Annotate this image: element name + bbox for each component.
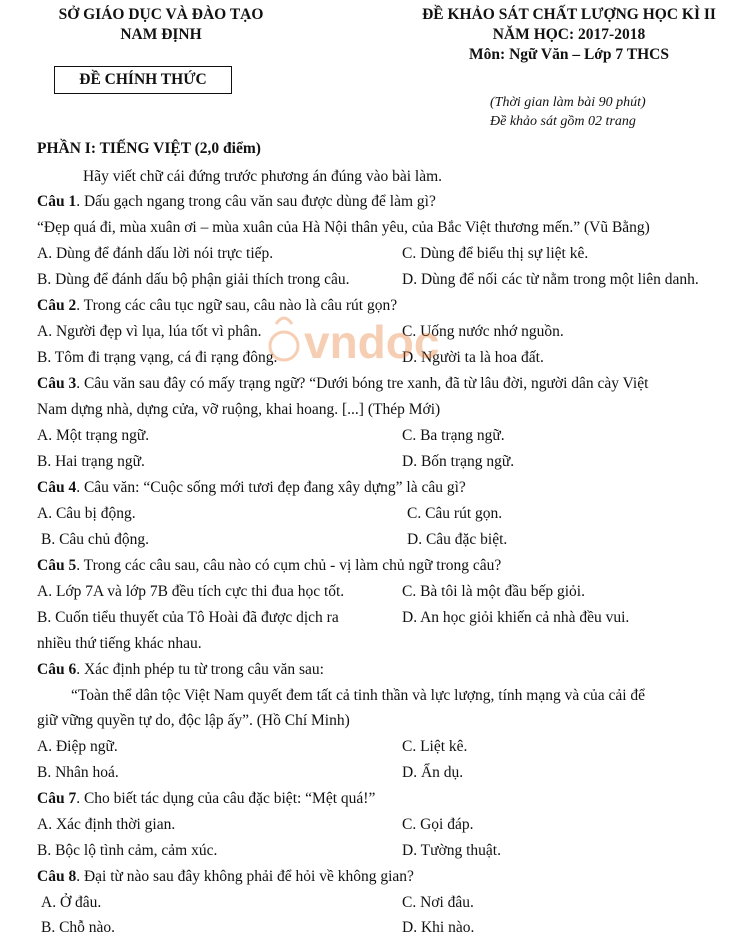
q6-option-a: A. Điệp ngữ. bbox=[37, 738, 118, 755]
question-4 bbox=[37, 479, 466, 497]
q3-option-c: C. Ba trạng ngữ. bbox=[402, 427, 505, 444]
question-text: . Cho biết tác dụng của câu đặc biệt: “Mệt quá!” bbox=[76, 790, 376, 807]
q4-option-b: B. Câu chủ động. bbox=[41, 531, 150, 548]
q5-option-b: B. Cuốn tiểu thuyết của Tô Hoài đã được dịch ra bbox=[37, 609, 339, 626]
q7-option-b: B. Bộc lộ tình cảm, cảm xúc. bbox=[37, 842, 218, 859]
question-text: . Dấu gạch ngang trong câu văn sau được dùng để làm gì? bbox=[76, 193, 436, 210]
question-label: Câu 1 bbox=[37, 193, 77, 210]
question-label: Câu 3 bbox=[37, 375, 77, 392]
official-exam-box: ĐỀ CHÍNH THỨC bbox=[54, 66, 232, 94]
question-text: . Câu văn sau đây có mấy trạng ngữ? “Dưới bóng tre xanh, đã từ lâu đời, người dân cày Việt bbox=[76, 375, 649, 392]
q7-option-a: A. Xác định thời gian. bbox=[37, 816, 176, 833]
q2-option-c: C. Uống nước nhớ nguồn. bbox=[402, 323, 564, 340]
q8-option-d: D. Khi nào. bbox=[402, 919, 475, 936]
q5-option-a: A. Lớp 7A và lớp 7B đều tích cực thi đua học tốt. bbox=[37, 583, 345, 600]
question-1 bbox=[37, 193, 436, 211]
q6-option-b: B. Nhân hoá. bbox=[37, 764, 119, 781]
part-title: PHẦN I: TIẾNG VIỆT (2,0 điểm) bbox=[37, 140, 261, 157]
part-instruction: Hãy viết chữ cái đứng trước phương án đúng vào bài làm. bbox=[83, 168, 443, 185]
question-label: Câu 6 bbox=[37, 661, 77, 678]
q6-option-c: C. Liệt kê. bbox=[402, 738, 468, 755]
province-name: NAM ĐỊNH bbox=[120, 26, 202, 43]
question-6-quote: “Toàn thể dân tộc Việt Nam quyết đem tất cả tinh thần và lực lượng, tính mạng và của cải để bbox=[71, 687, 646, 704]
q4-option-d: D. Câu đặc biệt. bbox=[407, 531, 508, 548]
question-6 bbox=[37, 661, 324, 679]
q2-option-a: A. Người đẹp vì lụa, lúa tốt vì phân. bbox=[37, 323, 262, 340]
q8-option-a: A. Ở đâu. bbox=[41, 894, 102, 911]
question-text: . Xác định phép tu từ trong câu văn sau: bbox=[76, 661, 324, 678]
school-year: NĂM HỌC: 2017-2018 bbox=[492, 26, 646, 43]
q1-option-a: A. Dùng để đánh dấu lời nói trực tiếp. bbox=[37, 245, 274, 262]
watermark-leaf-icon bbox=[276, 318, 292, 324]
q2-option-b: B. Tôm đi trạng vạng, cá đi rạng đông. bbox=[37, 349, 278, 366]
q4-option-c: C. Câu rút gọn. bbox=[407, 505, 503, 522]
question-label: Câu 4 bbox=[37, 479, 77, 496]
exam-title: ĐỀ KHẢO SÁT CHẤT LƯỢNG HỌC KÌ II bbox=[422, 6, 716, 23]
q3-option-d: D. Bốn trạng ngữ. bbox=[402, 453, 515, 470]
q7-option-d: D. Tường thuật. bbox=[402, 842, 501, 859]
department-name: SỞ GIÁO DỤC VÀ ĐÀO TẠO bbox=[58, 6, 264, 23]
question-text: . Trong các câu sau, câu nào có cụm chủ - vị làm chủ ngữ trong câu? bbox=[76, 557, 502, 574]
pages-note: Đề khảo sát gồm 02 trang bbox=[490, 114, 636, 129]
question-label: Câu 2 bbox=[37, 297, 77, 314]
question-text: . Câu văn: “Cuộc sống mới tươi đẹp đang xây dựng” là câu gì? bbox=[76, 479, 466, 496]
question-label: Câu 8 bbox=[37, 868, 77, 885]
question-3-continued: Nam dựng nhà, dựng cửa, vỡ ruộng, khai hoang. [...] (Thép Mới) bbox=[37, 401, 441, 418]
q6-option-d: D. Ẩn dụ. bbox=[402, 764, 464, 781]
q8-option-c: C. Nơi đâu. bbox=[402, 894, 474, 911]
q8-option-b: B. Chỗ nào. bbox=[41, 919, 116, 936]
watermark-icon bbox=[258, 306, 474, 374]
vndoc-watermark-logo bbox=[258, 306, 474, 374]
q3-option-a: A. Một trạng ngữ. bbox=[37, 427, 150, 444]
q1-option-d: D. Dùng để nối các từ nằm trong một liên danh. bbox=[402, 271, 699, 288]
question-label: Câu 7 bbox=[37, 790, 77, 807]
question-8 bbox=[37, 868, 414, 886]
subject-line: Môn: Ngữ Văn – Lớp 7 THCS bbox=[469, 46, 669, 63]
q5-option-c: C. Bà tôi là một đầu bếp giỏi. bbox=[402, 583, 585, 600]
watermark-text: vndoc bbox=[304, 316, 440, 368]
q5-option-d: D. An học giỏi khiến cả nhà đều vui. bbox=[402, 609, 630, 626]
q4-option-a: A. Câu bị động. bbox=[37, 505, 136, 522]
q1-option-c: C. Dùng để biểu thị sự liệt kê. bbox=[402, 245, 589, 262]
q3-option-b: B. Hai trạng ngữ. bbox=[37, 453, 145, 470]
question-1-quote: “Đẹp quá đi, mùa xuân ơi – mùa xuân của Hà Nội thân yêu, của Bắc Việt thương mến.” (Vũ Bằng) bbox=[37, 219, 650, 236]
question-5 bbox=[37, 557, 501, 575]
question-3 bbox=[37, 375, 648, 393]
q2-option-d: D. Người ta là hoa đất. bbox=[402, 349, 544, 366]
question-label: Câu 5 bbox=[37, 557, 77, 574]
question-6-quote-continued: giữ vững quyền tự do, độc lập ấy”. (Hồ Chí Minh) bbox=[37, 712, 350, 729]
q1-option-b: B. Dùng để đánh dấu bộ phận giải thích trong câu. bbox=[37, 271, 350, 288]
question-text: . Trong các câu tục ngữ sau, câu nào là câu rút gọn? bbox=[76, 297, 398, 314]
q5-option-b-continued: nhiều thứ tiếng khác nhau. bbox=[37, 635, 202, 652]
question-7 bbox=[37, 790, 375, 808]
q7-option-c: C. Gọi đáp. bbox=[402, 816, 474, 833]
question-text: . Đại từ nào sau đây không phải để hỏi về không gian? bbox=[76, 868, 414, 885]
watermark-circle-icon bbox=[270, 332, 298, 360]
time-note: (Thời gian làm bài 90 phút) bbox=[490, 95, 646, 110]
